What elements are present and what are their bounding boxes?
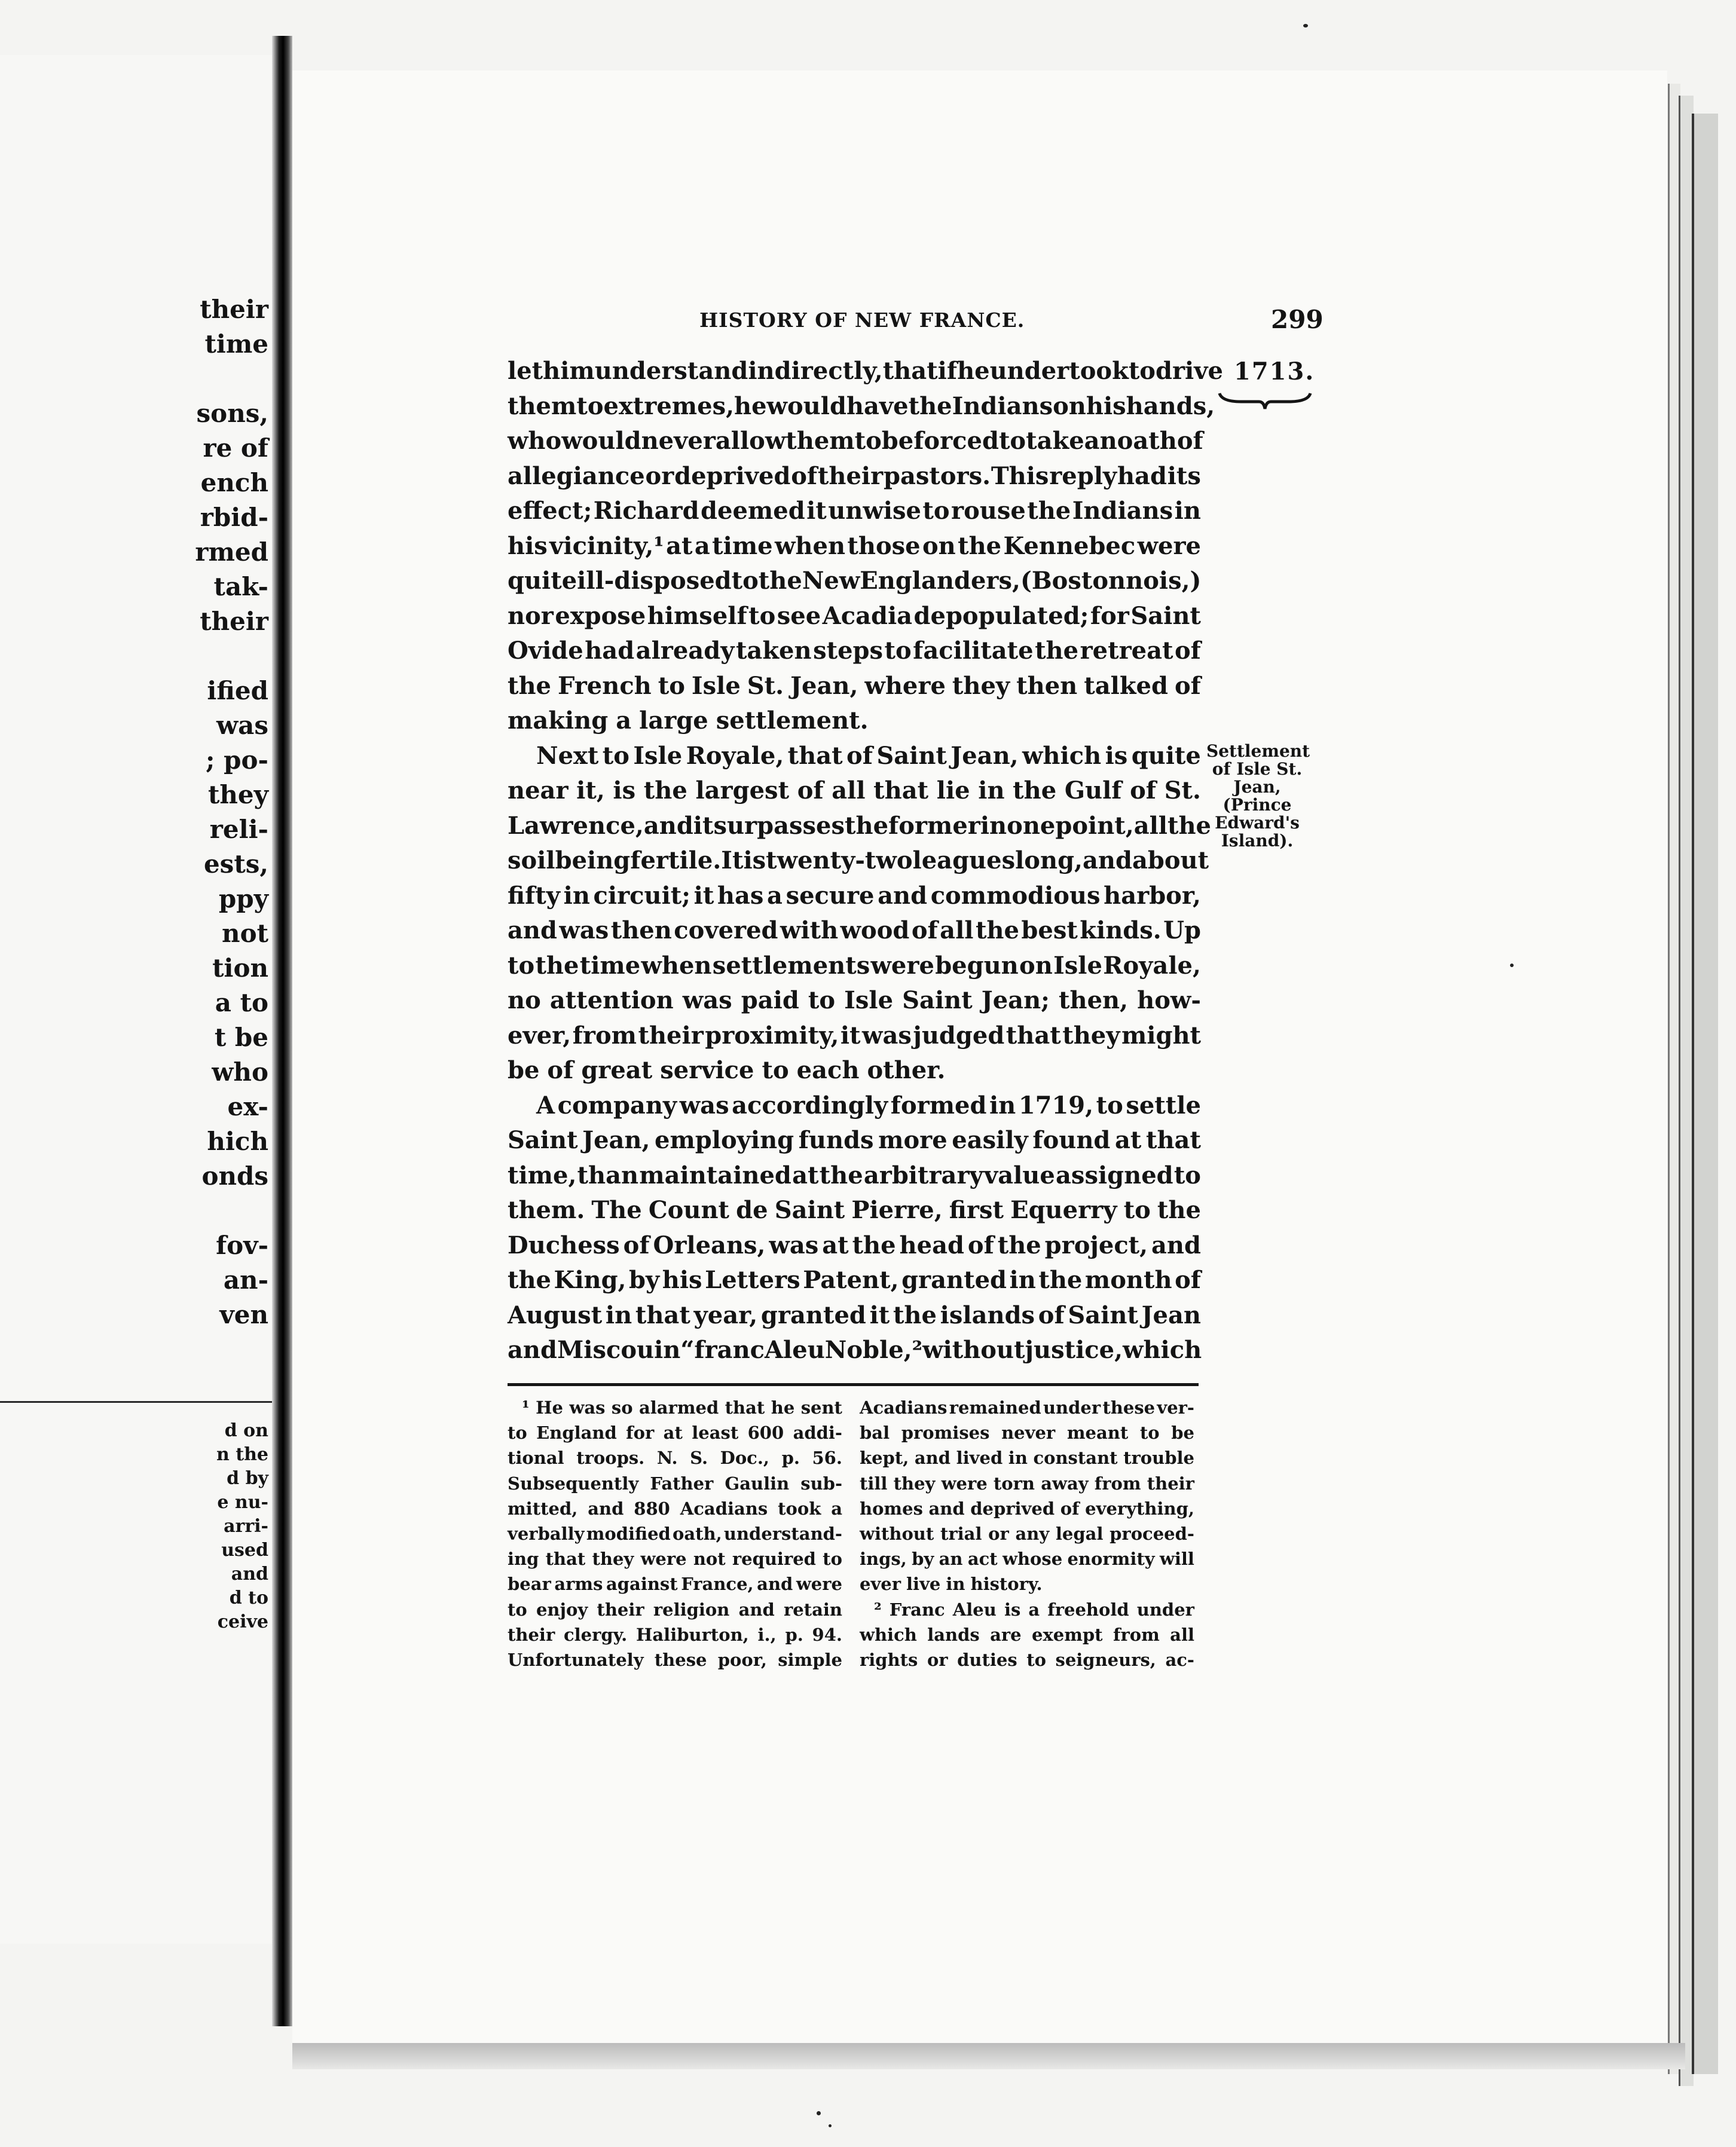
body-line: soil being fertile. It is twenty-two leagues long, and about bbox=[508, 846, 1209, 874]
sidenote-line: (Prince bbox=[1222, 795, 1292, 815]
left-page-line: was bbox=[216, 711, 268, 740]
curly-brace-icon bbox=[1217, 390, 1313, 411]
footnote-line: Unfortunately these poor, simple bbox=[508, 1649, 842, 1670]
footnote-line: till they were torn away from their bbox=[860, 1473, 1194, 1494]
left-page-line: t be bbox=[214, 1023, 268, 1052]
footnote-line: bear arms against France, and were bbox=[508, 1574, 842, 1595]
footnote-line: ings, by an act whose enormity will bbox=[860, 1549, 1194, 1570]
body-line: let him understand indirectly, that if he undertook to drive bbox=[508, 357, 1223, 385]
footnote-line: ever live in history. bbox=[860, 1574, 1043, 1595]
left-page-line: tak- bbox=[213, 572, 268, 601]
left-page-line: tion bbox=[212, 953, 268, 983]
left-page-line: ex- bbox=[227, 1092, 268, 1121]
left-page-line: sons, bbox=[196, 399, 268, 428]
left-page-line: they bbox=[207, 780, 268, 809]
body-line: nor expose himself to see Acadia depopulated; for Saint bbox=[508, 601, 1201, 630]
left-page-line: ven bbox=[219, 1300, 268, 1329]
body-line: and Miscou in “franc Aleu Noble,² without justice, which bbox=[508, 1336, 1202, 1364]
marginal-sidenote bbox=[1206, 742, 1308, 850]
sidenote-line: of Isle St. bbox=[1212, 759, 1303, 779]
left-page-line: reli- bbox=[209, 815, 268, 844]
left-page-line: a to bbox=[215, 988, 268, 1017]
footnote-line: their clergy. Haliburton, i., p. 94. bbox=[508, 1624, 842, 1645]
left-page-line: who bbox=[212, 1057, 268, 1087]
body-line: quite ill-disposed to the New Englanders, (Bostonnois,) bbox=[508, 567, 1202, 595]
body-line: who would never allow them to be forced to take an oath of bbox=[508, 427, 1203, 455]
left-page-line: ench bbox=[200, 468, 268, 497]
left-page-line: onds bbox=[201, 1161, 268, 1191]
left-page-footnote-line: and bbox=[231, 1564, 268, 1585]
body-line: making a large settlement. bbox=[508, 707, 869, 735]
running-head: HISTORY OF NEW FRANCE. bbox=[699, 308, 1025, 332]
body-line: the King, by his Letters Patent, granted in the month of bbox=[508, 1266, 1201, 1294]
left-page-line: ified bbox=[207, 676, 268, 705]
footnote-line: Acadians remained under these ver- bbox=[860, 1397, 1194, 1418]
body-line: them to extremes, he would have the Indians on his hands, bbox=[508, 392, 1215, 420]
body-line: be of great service to each other. bbox=[508, 1056, 946, 1084]
footnote-rule bbox=[508, 1383, 1199, 1386]
left-page-line: their bbox=[200, 607, 268, 636]
body-line: them. The Count de Saint Pierre, first Equerry to the bbox=[508, 1196, 1201, 1224]
footnote-line: mitted, and 880 Acadians took a bbox=[508, 1498, 842, 1519]
body-line: fifty in circuit; it has a secure and commodious harbor, bbox=[508, 881, 1201, 910]
body-line: Duchess of Orleans, was at the head of the project, and bbox=[508, 1231, 1201, 1259]
left-page-line: ppy bbox=[218, 884, 268, 913]
left-page-footnote-line: d by bbox=[227, 1468, 268, 1489]
speck bbox=[1510, 964, 1514, 967]
left-page-footnote-line: used bbox=[221, 1540, 268, 1561]
speck bbox=[817, 2111, 821, 2115]
left-page-line: time bbox=[204, 329, 268, 359]
left-page-line: their bbox=[200, 295, 268, 324]
sidenote-line: Island). bbox=[1221, 831, 1294, 851]
body-line: and was then covered with wood of all the best kinds. Up bbox=[508, 916, 1201, 944]
footnote-line: ing that they were not required to bbox=[508, 1549, 842, 1570]
sidenote-line: Edward's bbox=[1215, 813, 1300, 833]
footnote-line: ¹ He was so alarmed that he sent bbox=[522, 1397, 842, 1418]
body-line: his vicinity,¹ at a time when those on the Kennebec were bbox=[508, 531, 1201, 560]
page-edge bbox=[1692, 114, 1718, 2074]
left-page-line: rbid- bbox=[200, 503, 268, 532]
left-page-footnote-line: ceive bbox=[217, 1611, 268, 1632]
left-page-line: hich bbox=[207, 1127, 268, 1156]
left-page-footnote-line: n the bbox=[216, 1444, 268, 1465]
body-line: Ovide had already taken steps to facilitate the retreat of bbox=[508, 637, 1201, 665]
footnote-line: Subsequently Father Gaulin sub- bbox=[508, 1473, 842, 1494]
footnote-line: tional troops. N. S. Doc., p. 56. bbox=[508, 1448, 842, 1469]
body-line: August in that year, granted it the islands of Saint Jean bbox=[508, 1301, 1201, 1329]
body-text bbox=[508, 354, 1223, 1368]
sidenote-line: Jean, bbox=[1233, 777, 1281, 797]
body-line: Lawrence, and it surpasses the former in one point, all the bbox=[508, 811, 1212, 840]
margin-year: 1713. bbox=[1234, 357, 1315, 386]
page-bottom-edge bbox=[292, 2043, 1685, 2069]
body-line: Saint Jean, employing funds more easily found at that bbox=[508, 1126, 1201, 1154]
speck bbox=[829, 2124, 832, 2127]
left-page-footnote-line: e nu- bbox=[217, 1492, 268, 1513]
body-line: allegiance or deprived of their pastors. This reply had its bbox=[508, 461, 1201, 490]
left-footnote-rule bbox=[0, 1401, 272, 1403]
body-line: ever, from their proximity, it was judged that they might bbox=[508, 1021, 1201, 1050]
body-line: time, than maintained at the arbitrary value assigned to bbox=[508, 1161, 1201, 1189]
page-number: 299 bbox=[1271, 305, 1324, 334]
left-page-line: ; po- bbox=[206, 745, 268, 775]
left-page-footnote-line: d to bbox=[229, 1588, 268, 1608]
left-page-line: re of bbox=[203, 433, 268, 463]
footnote-line: kept, and lived in constant trouble bbox=[860, 1448, 1194, 1469]
footnote-line: rights or duties to seigneurs, ac- bbox=[860, 1649, 1194, 1670]
body-line: to the time when settlements were begun on Isle Royale, bbox=[508, 951, 1201, 980]
body-line: the French to Isle St. Jean, where they then talked of bbox=[508, 671, 1201, 700]
footnote-line: which lands are exempt from all bbox=[860, 1624, 1194, 1645]
body-line: no attention was paid to Isle Saint Jean; then, how- bbox=[508, 986, 1201, 1014]
footnote-line: without trial or any legal proceed- bbox=[860, 1523, 1194, 1544]
left-page-footnote-line: d on bbox=[224, 1420, 268, 1441]
left-page-line: rmed bbox=[195, 537, 268, 567]
footnote-line: ² Franc Aleu is a freehold under bbox=[874, 1599, 1194, 1620]
body-line: A company was accordingly formed in 1719, to settle bbox=[536, 1091, 1201, 1120]
speck bbox=[1303, 24, 1308, 27]
footnote-column-1 bbox=[508, 1395, 842, 1672]
footnote-line: verbally modified oath, understand- bbox=[508, 1523, 842, 1544]
footnote-line: homes and deprived of everything, bbox=[860, 1498, 1194, 1519]
sidenote-line: Settlement bbox=[1206, 741, 1310, 761]
left-page-line: ests, bbox=[203, 849, 268, 879]
left-page-line: fov- bbox=[216, 1231, 268, 1260]
footnote-line: to enjoy their religion and retain bbox=[508, 1599, 842, 1620]
left-facing-page bbox=[0, 55, 272, 1944]
left-page-line: not bbox=[222, 919, 268, 948]
footnote-line: to England for at least 600 addi- bbox=[508, 1423, 842, 1443]
left-page-footnote-line: arri- bbox=[224, 1516, 268, 1537]
body-line: near it, is the largest of all that lie in the Gulf of St. bbox=[508, 776, 1201, 805]
footnote-line: bal promises never meant to be bbox=[860, 1423, 1194, 1443]
footnote-column-2 bbox=[860, 1395, 1194, 1672]
body-line: Next to Isle Royale, that of Saint Jean, which is quite bbox=[536, 741, 1201, 770]
book-gutter bbox=[272, 36, 292, 2026]
left-page-line: an- bbox=[223, 1265, 268, 1295]
body-line: effect; Richard deemed it unwise to rouse the Indians in bbox=[508, 497, 1201, 525]
